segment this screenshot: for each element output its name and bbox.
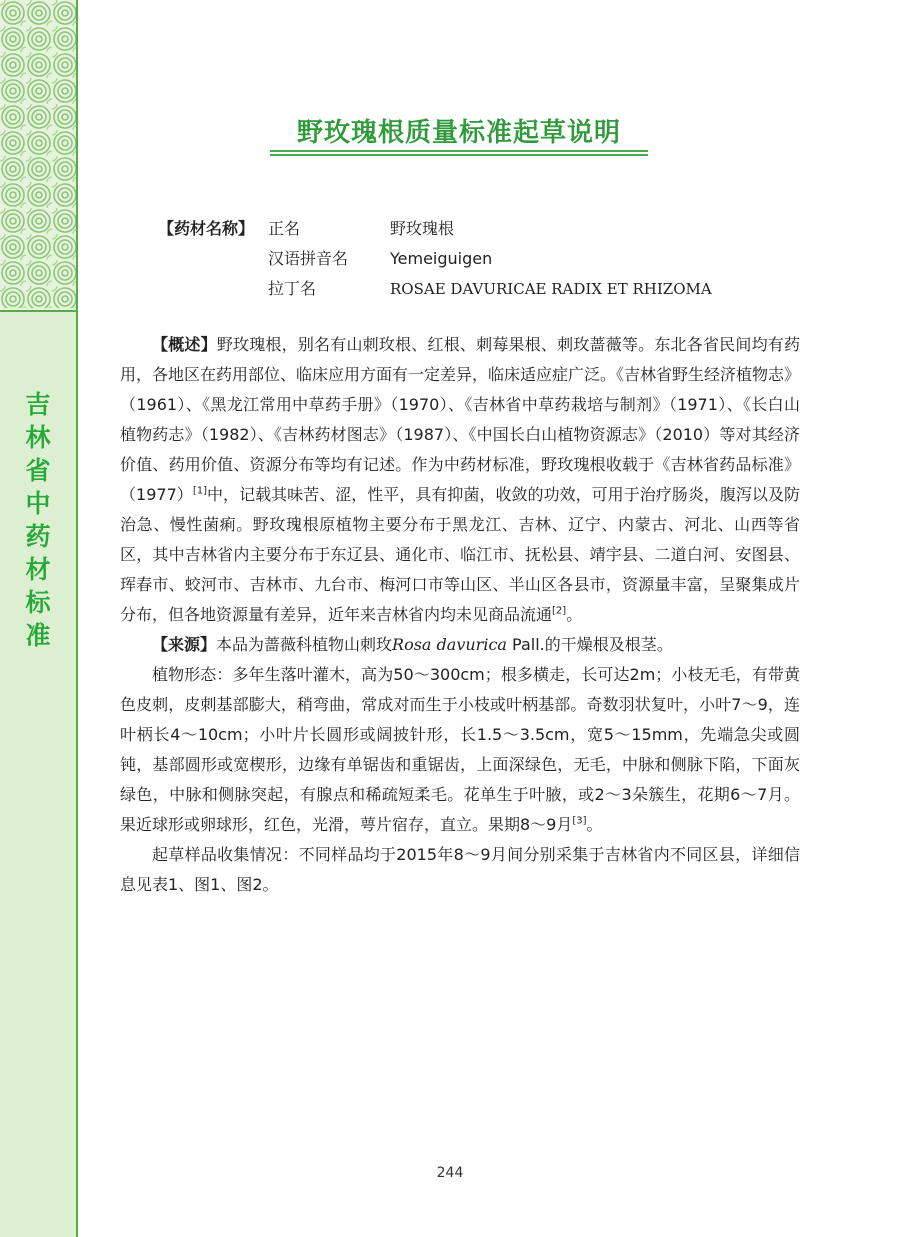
body-text xyxy=(120,330,800,900)
page-title: 野玫瑰根质量标准起草说明 xyxy=(296,118,621,148)
overview-paragraph xyxy=(120,330,800,630)
samples-paragraph xyxy=(120,840,800,900)
overview-text-3: 。 xyxy=(566,605,583,624)
sidebar-char: 准 xyxy=(25,621,51,650)
name-value: Yemeiguigen xyxy=(390,249,493,268)
sidebar-char: 省 xyxy=(25,456,51,485)
sidebar-char: 标 xyxy=(25,588,51,617)
cloud-pattern-icon xyxy=(0,0,76,308)
name-value: ROSAE DAVURICAE RADIX ET RHIZOMA xyxy=(390,280,712,298)
reference-1: [1] xyxy=(192,485,207,497)
samples-text: 起草样品收集情况：不同样品均于2015年8～9月间分别采集于吉林省内不同区县，详细信息见表1、图1、图2。 xyxy=(120,845,800,894)
name-value: 野玫瑰根 xyxy=(390,219,455,238)
material-name-heading: 【药材名称】 xyxy=(158,219,255,238)
reference-3: [3] xyxy=(572,815,587,827)
sidebar-pattern xyxy=(0,0,76,312)
source-text-1: 本品为蔷薇科植物山刺玫 xyxy=(216,635,393,654)
sidebar xyxy=(0,0,78,1237)
source-paragraph xyxy=(120,630,800,660)
source-text-2: Pall.的干燥根及根茎。 xyxy=(506,635,673,654)
morphology-end: 。 xyxy=(586,815,603,834)
reference-2: [2] xyxy=(552,605,567,617)
sidebar-char: 林 xyxy=(25,423,51,452)
sidebar-char: 吉 xyxy=(25,390,51,419)
name-key: 拉丁名 xyxy=(268,279,317,298)
overview-text-1: 野玫瑰根，别名有山刺玫根、红根、刺莓果根、刺玫蔷薇等。东北各省民间均有药用，各地区在药用部位、临床应用方面有一定差异，临床适应症广泛。《吉林省野生经济植物志》（1961）、《黑龙江常用中草药手册》（1970）、《吉林省中草药栽培与制剂》（1971）、《长白山植物药志》（1982）、《吉林药材图志》（1987）、《中国长白山植物资源志》（2010）等对其经济价值、药用价值、资源分布等均有记述。作为中药材标准，野玫瑰根收载于《吉林省药品标准》（1977） xyxy=(120,335,801,504)
sidebar-char: 材 xyxy=(25,555,51,584)
overview-text-2: 中，记载其味苦、涩，性平，具有抑菌，收敛的功效，可用于治疗肠炎，腹泻以及防治急、慢性菌痢。野玫瑰根原植物主要分布于黑龙江、吉林、辽宁、内蒙古、河北、山西等省区，其中吉林省内主要分布于东辽县、通化市、临江市、抚松县、靖宇县、二道白河、安图县、珲春市、蛟河市、吉林市、九台市、梅河口市等山区、半山区各县市，资源量丰富，呈聚集成片分布，但各地资源量有差异，近年来吉林省内均未见商品流通 xyxy=(120,485,800,624)
source-heading: 【来源】 xyxy=(152,635,217,654)
page-number: 244 xyxy=(436,1165,464,1181)
name-key: 汉语拼音名 xyxy=(268,249,349,268)
sidebar-char: 中 xyxy=(25,489,51,518)
morphology-paragraph xyxy=(120,660,800,840)
title-underline xyxy=(270,150,648,156)
name-key: 正名 xyxy=(268,219,301,238)
morphology-text: 植物形态：多年生落叶灌木，高为50～300cm；根多横走，长可达2m；小枝无毛，有带黄色皮刺，皮刺基部膨大，稍弯曲，常成对而生于小枝或叶柄基部。奇数羽状复叶，小叶7～9，连叶柄长4～10cm；小叶片长圆形或阔披针形，长1.5～3.5cm，宽5～15mm，先端急尖或圆钝，基部圆形或宽楔形，边缘有单锯齿和重锯齿，上面深绿色，无毛，中脉和侧脉下陷，下面灰绿色，中脉和侧脉突起，有腺点和稀疏短柔毛。花单生于叶腋，或2～3朵簇生，花期6～7月。果近球形或卵球形，红色，光滑，萼片宿存，直立。果期8～9月 xyxy=(120,665,800,834)
overview-heading: 【概述】 xyxy=(152,335,217,354)
source-latin-name: Rosa davurica xyxy=(392,635,507,654)
sidebar-char: 药 xyxy=(25,522,51,551)
sidebar-title xyxy=(0,388,76,652)
